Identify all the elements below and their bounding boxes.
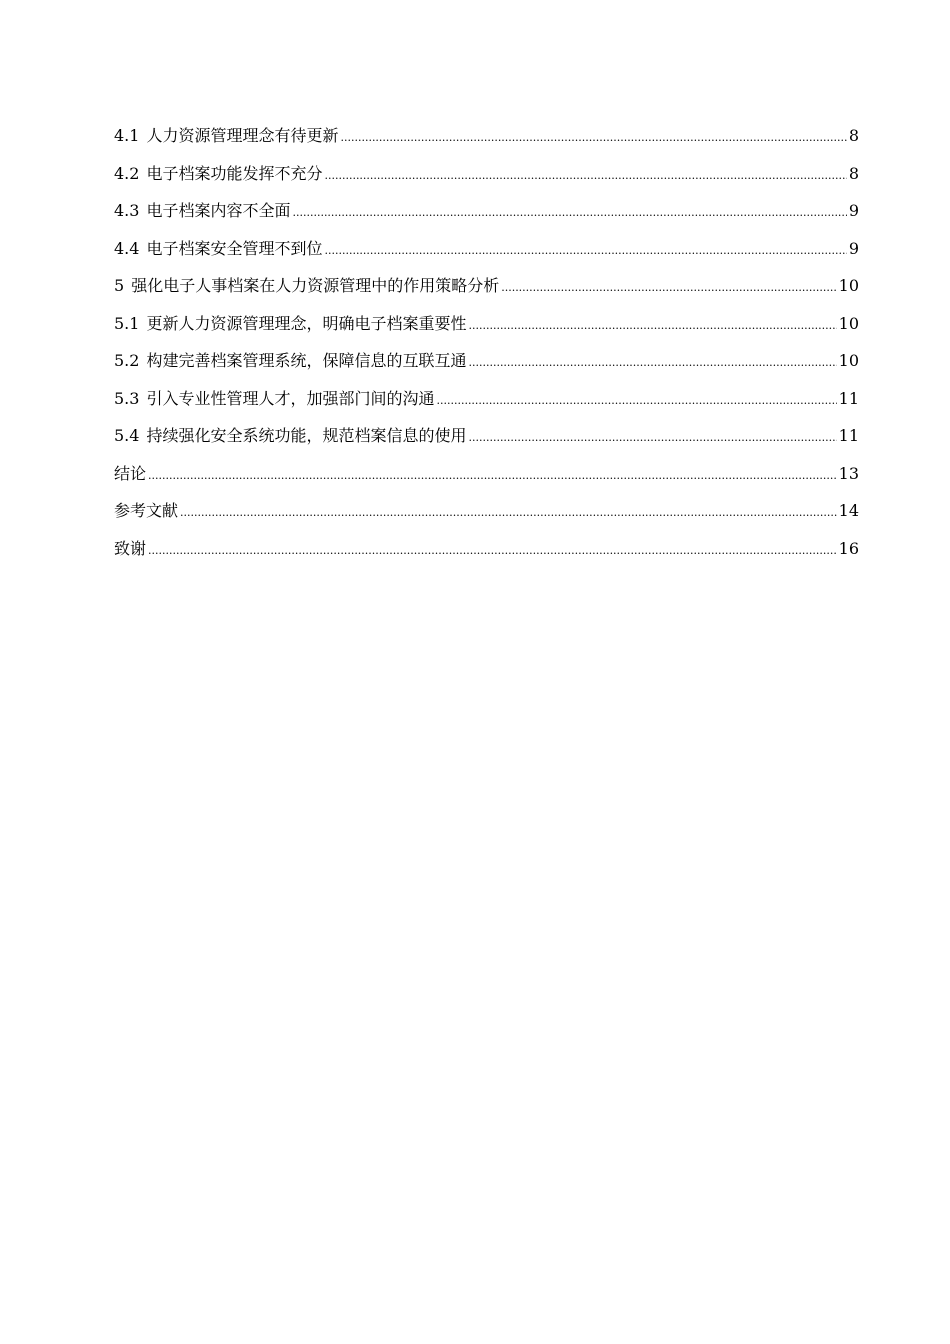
toc-entry-references[interactable] <box>114 492 859 530</box>
toc-leader-dots <box>468 344 836 382</box>
toc-entry-number: 5.2 <box>114 351 140 370</box>
toc-entry-title: 引入专业性管理人才，加强部门间的沟通 <box>146 388 435 408</box>
table-of-contents <box>114 117 859 567</box>
toc-entry-page: 16 <box>838 538 859 558</box>
toc-entry-number: 5 <box>114 276 125 295</box>
toc-entry-4-3[interactable] <box>114 192 859 230</box>
toc-entry-4-2[interactable] <box>114 155 859 193</box>
toc-entry-page: 9 <box>848 201 859 220</box>
toc-entry-acknowledgements[interactable] <box>114 530 859 568</box>
toc-entry-page: 10 <box>838 313 859 333</box>
toc-entry-title: 电子档案安全管理不到位 <box>146 238 323 258</box>
toc-entry-5-4[interactable] <box>114 417 859 455</box>
toc-entry-5-3[interactable] <box>114 380 859 418</box>
toc-entry-number: 4.4 <box>114 238 140 258</box>
toc-entry-title: 结论 <box>114 463 147 483</box>
toc-entry-title: 持续强化安全系统功能，规范档案信息的使用 <box>146 426 467 445</box>
toc-entry-5-1[interactable] <box>114 305 859 343</box>
toc-entry-title: 电子档案内容不全面 <box>146 201 291 220</box>
toc-leader-dots <box>436 382 836 420</box>
toc-entry-title: 电子档案功能发挥不充分 <box>146 163 323 183</box>
toc-entry-title: 人力资源管理理念有待更新 <box>146 126 339 145</box>
toc-entry-title: 致谢 <box>114 538 147 558</box>
toc-entry-4-4[interactable] <box>114 230 859 268</box>
toc-entry-number: 5.4 <box>114 426 140 445</box>
toc-entry-number: 4.3 <box>114 201 140 220</box>
toc-entry-page: 10 <box>838 276 859 295</box>
toc-leader-dots <box>180 494 837 532</box>
toc-entry-number: 5.3 <box>114 388 140 408</box>
toc-entry-title: 强化电子人事档案在人力资源管理中的作用策略分析 <box>131 276 500 295</box>
toc-leader-dots <box>148 457 837 495</box>
toc-leader-dots <box>468 419 836 457</box>
toc-entry-page: 8 <box>848 163 859 183</box>
toc-entry-title: 参考文献 <box>114 501 179 520</box>
toc-leader-dots <box>324 232 846 270</box>
toc-entry-number: 5.1 <box>114 313 140 333</box>
toc-entry-page: 9 <box>848 238 859 258</box>
toc-entry-page: 13 <box>838 463 859 483</box>
toc-entry-title: 更新人力资源管理理念，明确电子档案重要性 <box>146 313 467 333</box>
toc-entry-number: 4.2 <box>114 163 140 183</box>
toc-leader-dots <box>468 307 836 345</box>
toc-entry-4-1[interactable] <box>114 117 859 155</box>
toc-entry-page: 8 <box>848 126 859 145</box>
toc-leader-dots <box>148 532 837 570</box>
toc-leader-dots <box>340 119 846 157</box>
toc-leader-dots <box>501 269 836 307</box>
toc-entry-5[interactable] <box>114 267 859 305</box>
toc-entry-page: 14 <box>838 501 859 520</box>
toc-leader-dots <box>324 157 846 195</box>
toc-entry-page: 11 <box>838 426 859 445</box>
toc-entry-page: 10 <box>838 351 859 370</box>
toc-entry-5-2[interactable] <box>114 342 859 380</box>
toc-entry-number: 4.1 <box>114 126 140 145</box>
toc-leader-dots <box>292 194 846 232</box>
toc-entry-page: 11 <box>838 388 859 408</box>
toc-entry-conclusion[interactable] <box>114 455 859 493</box>
toc-entry-title: 构建完善档案管理系统，保障信息的互联互通 <box>146 351 467 370</box>
